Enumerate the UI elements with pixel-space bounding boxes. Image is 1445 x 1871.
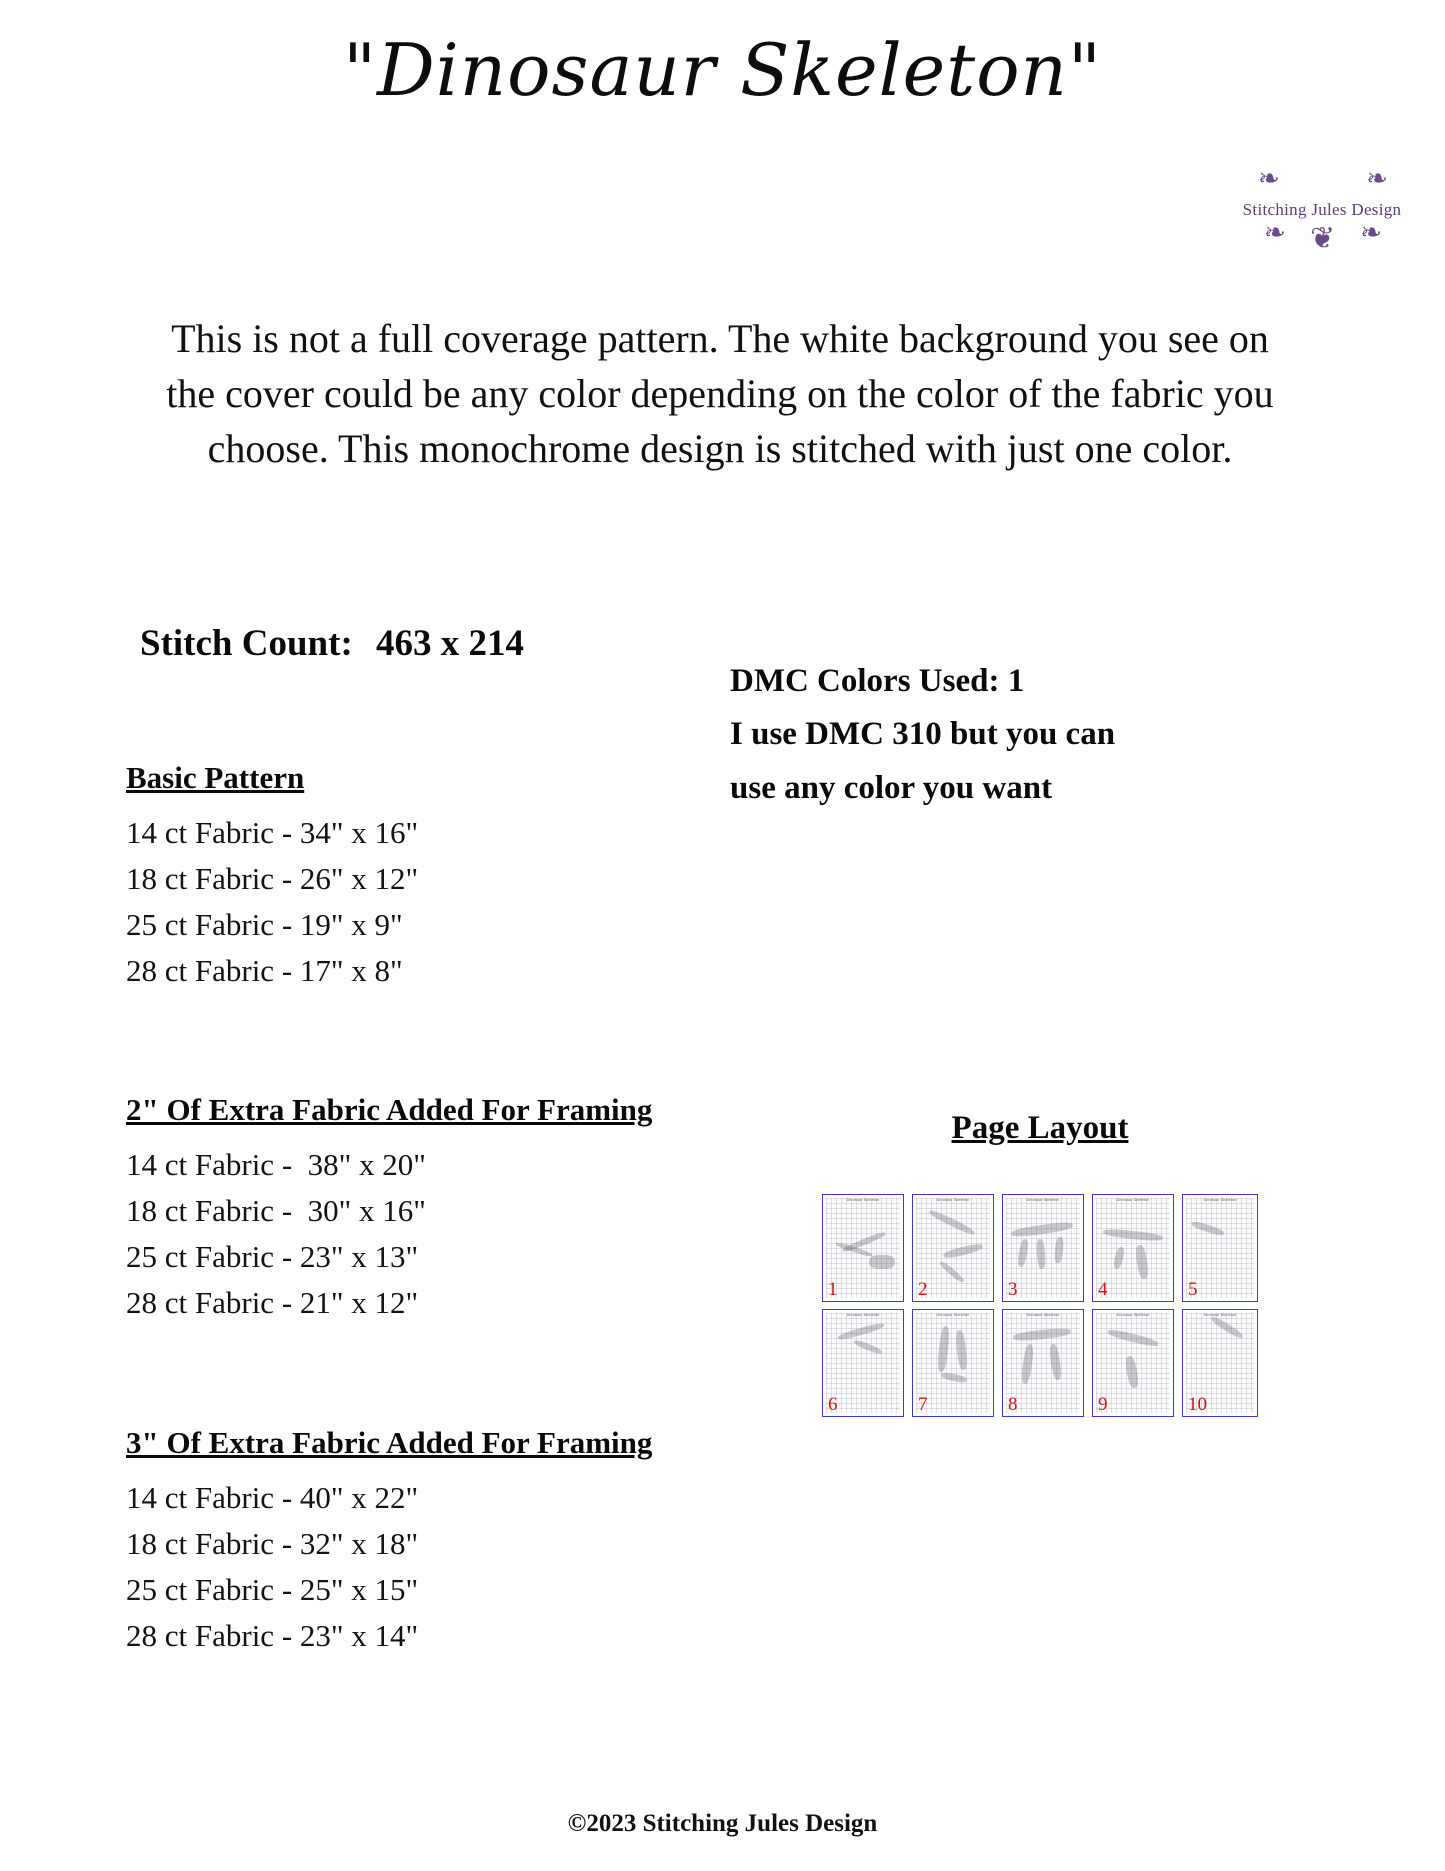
intro-paragraph: This is not a full coverage pattern. The white background you see on the cover could be any color depending on the color of the fabric you choose. This monochrome design is stitched with just one color. [166, 316, 1274, 471]
thumbnail-number: 3 [1008, 1279, 1018, 1300]
fabric-group-heading: Basic Pattern [126, 760, 305, 795]
thumbnail-caption: Dinosaur Skeleton [1203, 1198, 1237, 1202]
copyright-footer: ©2023 Stitching Jules Design [567, 1810, 878, 1837]
fabric-size-line: 14 ct Fabric - 34" x 16" [126, 815, 419, 850]
fabric-size-line: 28 ct Fabric - 23" x 14" [126, 1617, 419, 1653]
fabric-size-line: 14 ct Fabric - 40" x 22" [126, 1480, 419, 1515]
page-thumbnail-7 [912, 1309, 994, 1417]
page-thumbnail-10 [1182, 1309, 1258, 1417]
fabric-size-line: 25 ct Fabric - 23" x 13" [126, 1238, 419, 1274]
dmc-colors-note-line-2: use any color you want [730, 769, 1053, 806]
fabric-size-group-extra-3in [126, 1425, 786, 1659]
thumbnail-caption: Dinosaur Skeleton [936, 1198, 970, 1202]
fabric-size-line: 28 ct Fabric - 21" x 12" [126, 1284, 419, 1320]
fabric-size-line: 25 ct Fabric - 25" x 15" [126, 1571, 419, 1607]
flourish-ornament-icon: ❦ [1310, 221, 1336, 256]
page-title: "Dinosaur Skeleton" [342, 28, 1103, 112]
stitch-count-value: 463 x 214 [376, 623, 525, 664]
page-thumbnail-9 [1092, 1309, 1174, 1417]
fabric-group-heading: 3" Of Extra Fabric Added For Framing [126, 1425, 653, 1460]
flourish-ornament-icon: ❧ [1264, 218, 1286, 248]
fabric-group-heading: 2" Of Extra Fabric Added For Framing [126, 1092, 653, 1127]
flourish-ornament-icon: ❧ [1366, 164, 1388, 194]
page-thumbnail-2 [912, 1194, 994, 1302]
page-layout-heading: Page Layout [951, 1110, 1129, 1146]
thumbnail-caption: Dinosaur Skeleton [1116, 1313, 1150, 1317]
dmc-colors-block [730, 655, 1290, 815]
fabric-size-line: 18 ct Fabric - 32" x 18" [126, 1525, 419, 1561]
thumbnail-number: 7 [918, 1394, 928, 1415]
thumbnail-caption: Dinosaur Skeleton [1026, 1313, 1060, 1317]
thumbnail-number: 2 [918, 1279, 928, 1300]
flourish-ornament-icon: ❧ [1258, 164, 1280, 194]
fabric-size-group-extra-2in [126, 1092, 786, 1326]
page-layout-row [822, 1309, 1292, 1417]
skeleton-shape [869, 1255, 895, 1269]
thumbnail-number: 6 [828, 1394, 838, 1415]
brand-logo-label: Stitching Jules Design [1242, 200, 1402, 219]
dmc-colors-note-line-1: I use DMC 310 but you can [730, 716, 1116, 753]
thumbnail-caption: Dinosaur Skeleton [846, 1313, 880, 1317]
fabric-size-line: 14 ct Fabric - 38" x 20" [126, 1147, 426, 1182]
thumbnail-caption: Dinosaur Skeleton [1116, 1198, 1150, 1202]
thumbnail-number: 8 [1008, 1394, 1018, 1415]
fabric-size-line: 28 ct Fabric - 17" x 8" [126, 952, 403, 988]
thumbnail-number: 4 [1098, 1279, 1108, 1300]
fabric-size-group-basic [126, 760, 786, 994]
page-thumbnail-5 [1182, 1194, 1258, 1302]
thumbnail-number: 1 [828, 1279, 838, 1300]
thumbnail-caption: Dinosaur Skeleton [936, 1313, 970, 1317]
thumbnail-caption: Dinosaur Skeleton [1026, 1198, 1060, 1202]
page-layout-row [822, 1194, 1292, 1302]
thumbnail-number: 5 [1188, 1279, 1198, 1300]
fabric-size-line: 18 ct Fabric - 26" x 12" [126, 860, 419, 896]
fabric-size-line: 25 ct Fabric - 19" x 9" [126, 906, 403, 942]
thumbnail-caption: Dinosaur Skeleton [1203, 1313, 1237, 1317]
brand-logo [1238, 164, 1406, 260]
thumbnail-number: 10 [1188, 1394, 1207, 1415]
page-layout-thumbnails [822, 1194, 1292, 1424]
page-thumbnail-1 [822, 1194, 904, 1302]
page-thumbnail-3 [1002, 1194, 1084, 1302]
dmc-colors-count: DMC Colors Used: 1 [730, 663, 1025, 699]
page-thumbnail-8 [1002, 1309, 1084, 1417]
page-thumbnail-4 [1092, 1194, 1174, 1302]
page-thumbnail-6 [822, 1309, 904, 1417]
thumbnail-caption: Dinosaur Skeleton [846, 1198, 880, 1202]
stitch-count [140, 622, 524, 665]
stitch-count-label: Stitch Count: [140, 623, 353, 664]
flourish-ornament-icon: ❧ [1360, 218, 1382, 248]
thumbnail-number: 9 [1098, 1394, 1108, 1415]
fabric-size-line: 18 ct Fabric - 30" x 16" [126, 1192, 426, 1228]
